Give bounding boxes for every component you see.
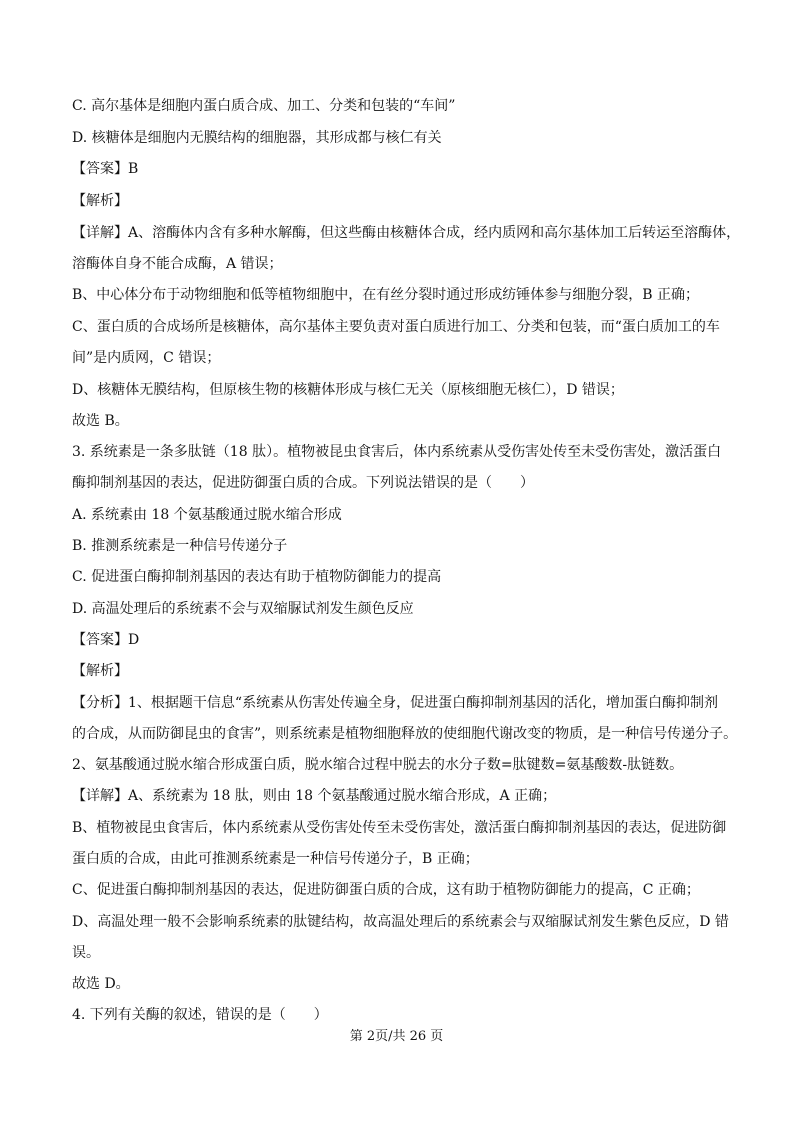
detail-line: 【详解】A、溶酶体内含有多种水解酶，但这些酶由核糖体合成，经内质网和高尔基体加工后转运至溶酶体， <box>72 225 741 241</box>
question-3-stem: 3. 系统素是一条多肽链（18 肽）。植物被昆虫食害后，体内系统素从受伤害处传至未受伤害处，激活蛋白 <box>72 444 722 460</box>
analysis-line: 的合成，从而防御昆虫的食害”，则系统素是植物细胞释放的使细胞代谢改变的物质，是一种信号传递分子。 <box>72 726 738 742</box>
analysis-label-q3: 【解析】 <box>72 663 128 679</box>
answer-label-q2: 【答案】B <box>72 161 139 177</box>
page-footer: 第 2页/共 26 页 <box>349 1029 444 1044</box>
detail-line: 溶酶体自身不能合成酶，A 错误； <box>72 256 283 272</box>
option-c-prev: C. 高尔基体是细胞内蛋白质合成、加工、分类和包装的“车间” <box>72 98 456 114</box>
detail-line: 误。 <box>72 945 100 961</box>
option-c-q3: C. 促进蛋白酶抑制剂基因的表达有助于植物防御能力的提高 <box>72 569 442 585</box>
detail-line: 间”是内质网，C 错误； <box>72 350 221 366</box>
option-b-q3: B. 推测系统素是一种信号传递分子 <box>72 538 288 554</box>
option-d-q3: D. 高温处理后的系统素不会与双缩脲试剂发生颜色反应 <box>72 601 414 617</box>
option-a-q3: A. 系统素由 18 个氨基酸通过脱水缩合形成 <box>72 507 342 523</box>
detail-line: C、促进蛋白酶抑制剂基因的表达，促进防御蛋白质的合成，这有助于植物防御能力的提高，C 正确； <box>72 882 700 898</box>
detail-line: D、高温处理一般不会影响系统素的肽键结构，故高温处理后的系统素会与双缩脲试剂发生紫色反应，D 错 <box>72 914 729 930</box>
answer-label-q3: 【答案】D <box>72 632 140 648</box>
analysis-line: 2、氨基酸通过脱水缩合形成蛋白质，脱水缩合过程中脱去的水分子数=肽键数=氨基酸数-肽链数。 <box>72 757 684 773</box>
conclusion-q2: 故选 B。 <box>72 413 129 429</box>
question-3-stem: 酶抑制剂基因的表达，促进防御蛋白质的合成。下列说法错误的是（ ） <box>72 475 534 491</box>
detail-line: B、植物被昆虫食害后，体内系统素从受伤害处传至未受伤害处，激活蛋白酶抑制剂基因的表达，促进防御 <box>72 820 727 836</box>
analysis-label-q2: 【解析】 <box>72 193 128 209</box>
detail-line: 蛋白质的合成，由此可推测系统素是一种信号传递分子，B 正确； <box>72 851 479 867</box>
detail-line: C、蛋白质的合成场所是核糖体，高尔基体主要负责对蛋白质进行加工、分类和包装，而“蛋白质加工的车 <box>72 319 720 335</box>
analysis-line: 【分析】1、根据题干信息“系统素从伤害处传遍全身，促进蛋白酶抑制剂基因的活化，增加蛋白酶抑制剂 <box>72 695 719 711</box>
detail-line: B、中心体分布于动物细胞和低等植物细胞中，在有丝分裂时通过形成纺锤体参与细胞分裂，B 正确； <box>72 287 700 303</box>
question-4-stem: 4. 下列有关酶的叙述，错误的是（ ） <box>72 1007 328 1023</box>
detail-line: 【详解】A、系统素为 18 肽，则由 18 个氨基酸通过脱水缩合形成，A 正确； <box>72 788 557 804</box>
conclusion-q3: 故选 D。 <box>72 976 130 992</box>
detail-line: D、核糖体无膜结构，但原核生物的核糖体形成与核仁无关（原核细胞无核仁），D 错误； <box>72 382 624 398</box>
option-d-prev: D. 核糖体是细胞内无膜结构的细胞器，其形成都与核仁有关 <box>72 130 442 146</box>
